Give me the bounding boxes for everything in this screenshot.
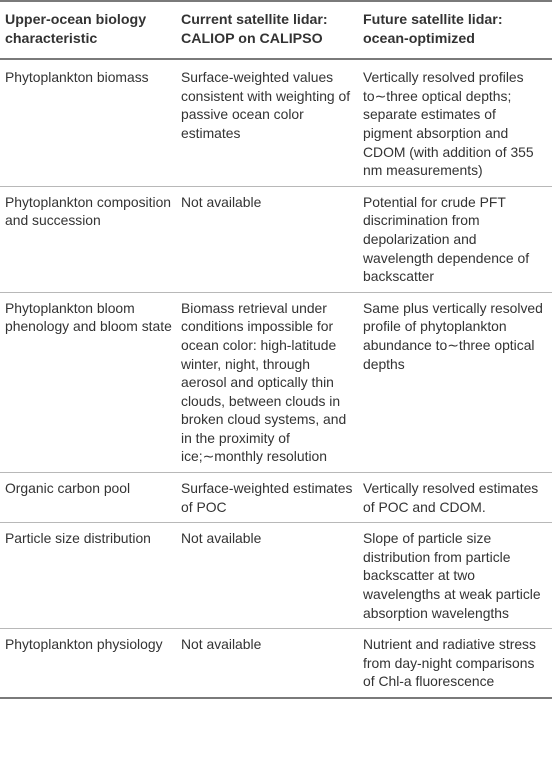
table-row: [0, 629, 552, 698]
cell-characteristic: Phytoplankton composition and succession: [5, 193, 172, 229]
cell-future-lidar: Vertically resolved estimates of POC and CDOM.: [363, 480, 539, 515]
table-body: [0, 59, 552, 698]
cell-future-lidar: Vertically resolved profiles to∼three optical depths; separate estimates of pigment absorption and CDOM (with addition of 355 nm measurements): [363, 69, 534, 179]
table-row: [0, 59, 552, 186]
cell-characteristic: Particle size distribution: [5, 530, 151, 547]
cell-characteristic: Phytoplankton biomass: [5, 69, 149, 86]
cell-future-lidar: Potential for crude PFT discrimination from depolarization and wavelength dependence of backscatter: [363, 193, 530, 285]
cell-current-lidar: Not available: [181, 530, 262, 547]
table-row: [0, 292, 552, 472]
cell-current-lidar: Biomass retrieval under conditions impossible for ocean color: high-latitude winter, night, through aerosol and optically thin clouds, between clouds in broken cloud systems, and in the proximity of ice;∼monthly resolution: [181, 299, 347, 465]
cell-characteristic: Phytoplankton bloom phenology and bloom state: [5, 299, 172, 335]
cell-current-lidar: Not available: [181, 193, 262, 210]
cell-characteristic: Phytoplankton physiology: [5, 636, 163, 653]
cell-characteristic: Organic carbon pool: [5, 480, 131, 497]
cell-current-lidar: Surface-weighted values consistent with weighting of passive ocean color estimates: [181, 69, 351, 141]
cell-future-lidar: Nutrient and radiative stress from day-night comparisons of Chl-a fluorescence: [363, 636, 536, 690]
cell-current-lidar: Surface-weighted estimates of POC: [181, 480, 353, 515]
header-current-lidar: Current satellite lidar: CALIOP on CALIPSO: [181, 12, 328, 47]
cell-future-lidar: Same plus vertically resolved profile of phytoplankton abundance to∼three optical depths: [363, 299, 543, 372]
header-characteristic: Upper-ocean biology characteristic: [5, 12, 147, 47]
header-future-lidar: Future satellite lidar: ocean-optimized: [363, 12, 503, 47]
table-row: [0, 186, 552, 292]
cell-current-lidar: Not available: [181, 636, 262, 653]
cell-future-lidar: Slope of particle size distribution from particle backscatter at two wavelengths at weak particle absorption wavelengths: [363, 530, 541, 621]
header-row: [0, 1, 552, 59]
table-header: [0, 1, 552, 59]
table-row: [0, 473, 552, 523]
table-row: [0, 523, 552, 629]
